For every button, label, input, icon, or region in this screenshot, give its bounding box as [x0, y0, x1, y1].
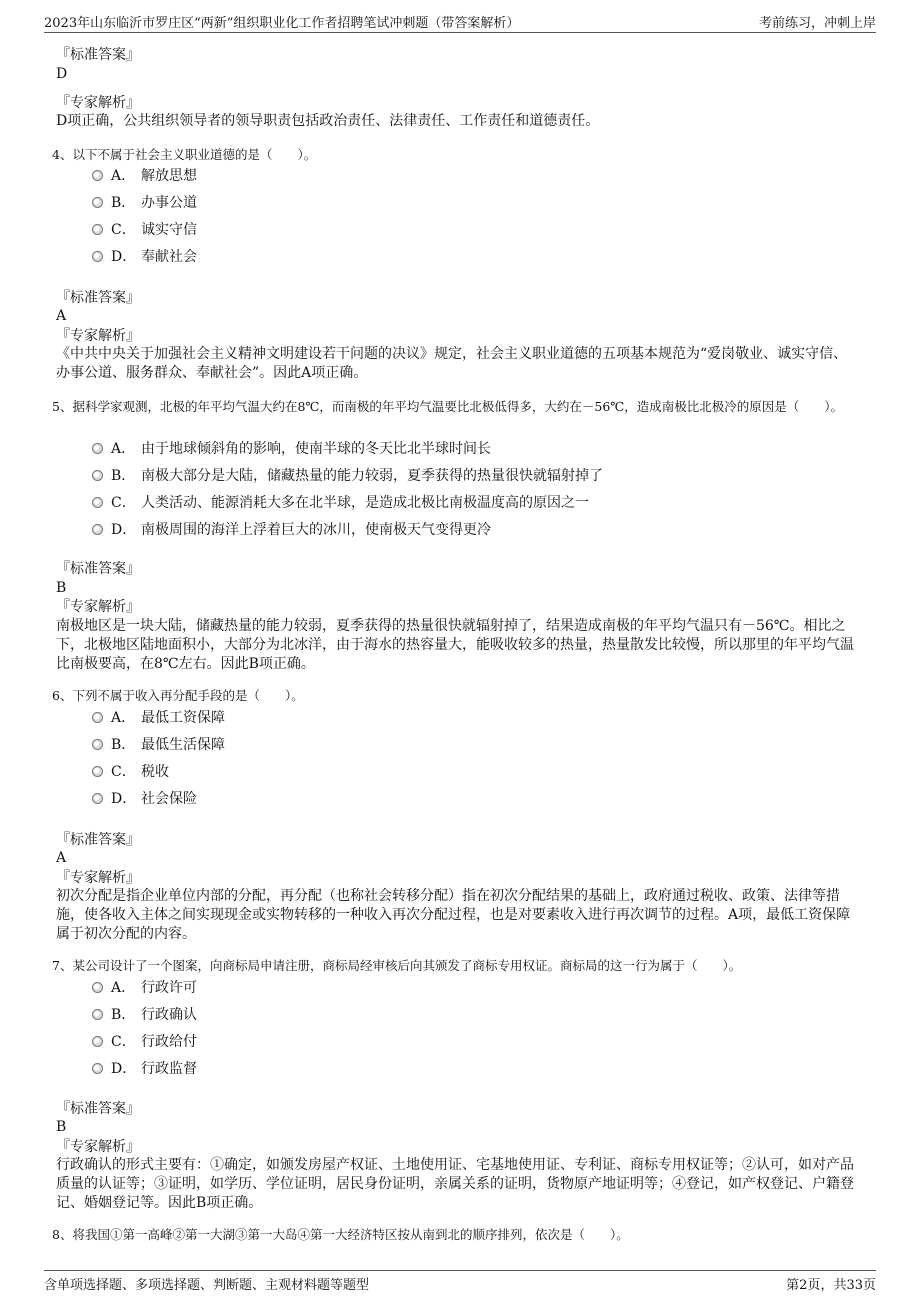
option-row[interactable] — [92, 977, 197, 999]
option-letter: A． — [111, 710, 136, 726]
option-text: 解放思想 — [141, 168, 197, 184]
option-row[interactable] — [92, 761, 169, 783]
analysis-text: 行政确认的形式主要有：①确定，如颁发房屋产权证、土地使用证、宅基地使用证、专利证、商标专用权证等；②认可，如对产品质量的认证等；③证明，如学历、学位证明，居民身份证明，亲属关系的证明，货物原产地证明等；④登记，如产权登记、户籍登记、婚姻登记等。因此B项正确。 — [56, 1157, 854, 1211]
option-letter: C． — [111, 222, 136, 238]
expert-analysis-label: 『专家解析』 — [56, 870, 140, 886]
radio-circle-icon[interactable] — [92, 739, 103, 750]
answer-value: B — [56, 1119, 67, 1135]
expert-analysis-label: 『专家解析』 — [56, 599, 140, 615]
radio-circle-icon[interactable] — [92, 251, 103, 262]
standard-answer-label: 『标准答案』 — [56, 47, 140, 63]
answer-value: A — [56, 850, 67, 866]
question-stem: 4、以下不属于社会主义职业道德的是（ ）。 — [52, 147, 317, 162]
standard-answer-label: 『标准答案』 — [56, 832, 140, 848]
option-text: 人类活动、能源消耗大多在北半球，是造成北极比南极温度高的原因之一 — [141, 495, 589, 511]
option-row[interactable] — [92, 788, 197, 810]
radio-circle-icon[interactable] — [92, 766, 103, 777]
option-letter: D． — [111, 1061, 137, 1077]
option-row[interactable] — [92, 192, 197, 214]
option-text: 南极周围的海洋上浮着巨大的冰川，使南极天气变得更冷 — [141, 522, 491, 538]
option-text: 最低工资保障 — [141, 710, 225, 726]
option-letter: B． — [111, 737, 136, 753]
option-letter: C． — [111, 495, 136, 511]
expert-analysis-label: 『专家解析』 — [56, 1139, 140, 1155]
option-row[interactable] — [92, 465, 603, 487]
expert-analysis-label: 『专家解析』 — [56, 95, 140, 111]
option-text: 行政给付 — [141, 1034, 197, 1050]
radio-circle-icon[interactable] — [92, 170, 103, 181]
standard-answer-label: 『标准答案』 — [56, 1101, 140, 1117]
option-text: 由于地球倾斜角的影响，使南半球的冬天比北半球时间长 — [141, 441, 491, 457]
question-stem: 8、将我国①第一高峰②第一大湖③第一大岛④第一大经济特区按从南到北的顺序排列，依次是（ ）。 — [52, 1227, 629, 1242]
option-row[interactable] — [92, 734, 225, 756]
option-letter: D． — [111, 249, 137, 265]
question-stem: 6、下列不属于收入再分配手段的是（ ）。 — [52, 688, 304, 703]
standard-answer-label: 『标准答案』 — [56, 290, 140, 306]
analysis-text: 《中共中央关于加强社会主义精神文明建设若干问题的决议》规定，社会主义职业道德的五项基本规范为“爱岗敬业、诚实守信、办事公道、服务群众、奉献社会”。因此A项正确。 — [56, 346, 848, 381]
radio-circle-icon[interactable] — [92, 470, 103, 481]
option-row[interactable] — [92, 1004, 197, 1026]
option-text: 社会保险 — [141, 791, 197, 807]
radio-circle-icon[interactable] — [92, 712, 103, 723]
option-text: 行政确认 — [141, 1007, 197, 1023]
option-row[interactable] — [92, 219, 197, 241]
radio-circle-icon[interactable] — [92, 1063, 103, 1074]
option-letter: D． — [111, 522, 137, 538]
option-row[interactable] — [92, 246, 197, 268]
radio-circle-icon[interactable] — [92, 524, 103, 535]
page-header — [44, 10, 876, 33]
option-row[interactable] — [92, 492, 589, 514]
option-row[interactable] — [92, 165, 197, 187]
option-letter: B． — [111, 1007, 136, 1023]
option-text: 行政监督 — [141, 1061, 197, 1077]
option-text: 诚实守信 — [141, 222, 197, 238]
document-title: 2023年山东临沂市罗庄区“两新”组织职业化工作者招聘笔试冲刺题（带答案解析） — [44, 16, 520, 31]
option-row[interactable] — [92, 438, 491, 460]
option-letter: B． — [111, 468, 136, 484]
option-row[interactable] — [92, 519, 491, 541]
expert-analysis-label: 『专家解析』 — [56, 328, 140, 344]
option-text: 税收 — [141, 764, 169, 780]
radio-circle-icon[interactable] — [92, 443, 103, 454]
answer-value: D — [56, 66, 68, 82]
analysis-text: 南极地区是一块大陆，储藏热量的能力较弱，夏季获得的热量很快就辐射掉了，结果造成南极的年平均气温只有－56℃。相比之下，北极地区陆地面积小，大部分为北冰洋，由于海水的热容量大，能吸收较多的热量，热量散发比较慢，所以那里的年平均气温比南极要高，在8℃左右。因此B项正确。 — [56, 618, 854, 672]
option-letter: C． — [111, 764, 136, 780]
option-text: 最低生活保障 — [141, 737, 225, 753]
radio-circle-icon[interactable] — [92, 197, 103, 208]
answer-value: A — [56, 308, 67, 324]
option-letter: B． — [111, 195, 136, 211]
page-footer — [44, 1270, 876, 1295]
radio-circle-icon[interactable] — [92, 224, 103, 235]
footer-note: 含单项选择题、多项选择题、判断题、主观材料题等题型 — [44, 1278, 370, 1293]
page-number: 第2页，共33页 — [786, 1278, 876, 1293]
option-letter: A． — [111, 980, 136, 996]
option-row[interactable] — [92, 707, 225, 729]
option-letter: A． — [111, 168, 136, 184]
radio-circle-icon[interactable] — [92, 793, 103, 804]
question-stem: 5、据科学家观测，北极的年平均气温大约在8℃，而南极的年平均气温要比北极低得多，大约在－56℃，造成南极比北极冷的原因是（ ）。 — [52, 399, 844, 414]
option-text: 南极大部分是大陆，储藏热量的能力较弱，夏季获得的热量很快就辐射掉了 — [141, 468, 603, 484]
option-row[interactable] — [92, 1058, 197, 1080]
option-letter: C． — [111, 1034, 136, 1050]
standard-answer-label: 『标准答案』 — [56, 561, 140, 577]
option-row[interactable] — [92, 1031, 197, 1053]
analysis-text: 初次分配是指企业单位内部的分配，再分配（也称社会转移分配）指在初次分配结果的基础上，政府通过税收、政策、法律等措施，使各收入主体之间实现现金或实物转移的一种收入再次分配过程，也是对要素收入进行再次调节的过程。A项，最低工资保障属于初次分配的内容。 — [56, 888, 851, 942]
radio-circle-icon[interactable] — [92, 982, 103, 993]
option-text: 奉献社会 — [141, 249, 197, 265]
radio-circle-icon[interactable] — [92, 497, 103, 508]
analysis-text: D项正确，公共组织领导者的领导职责包括政治责任、法律责任、工作责任和道德责任。 — [56, 113, 600, 129]
radio-circle-icon[interactable] — [92, 1036, 103, 1047]
question-stem: 7、某公司设计了一个图案，向商标局申请注册，商标局经审核后向其颁发了商标专用权证。商标局的这一行为属于（ ）。 — [52, 958, 742, 973]
option-text: 行政许可 — [141, 980, 197, 996]
option-letter: A． — [111, 441, 136, 457]
answer-value: B — [56, 580, 67, 596]
option-letter: D． — [111, 791, 137, 807]
radio-circle-icon[interactable] — [92, 1009, 103, 1020]
header-slogan: 考前练习，冲刺上岸 — [758, 16, 876, 31]
option-text: 办事公道 — [141, 195, 197, 211]
